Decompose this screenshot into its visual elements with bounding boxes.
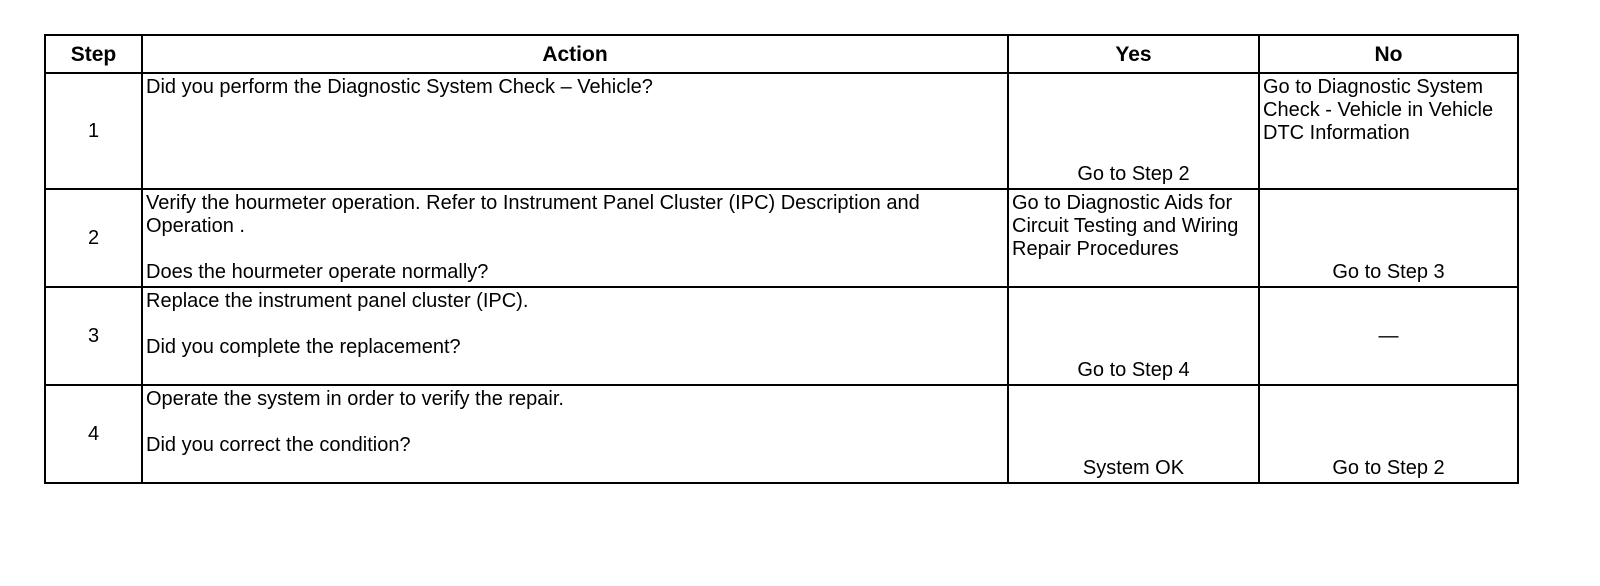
diagnostic-table — [44, 34, 1519, 484]
action-question: Does the hourmeter operate normally? — [146, 261, 489, 283]
step-number: 1 — [45, 73, 142, 189]
yes-cell: System OK — [1008, 385, 1259, 483]
action-text: Verify the hourmeter operation. Refer to Instrument Panel Cluster (IPC) Description and Operation . — [146, 192, 920, 237]
yes-cell: Go to Step 4 — [1008, 287, 1259, 385]
table-row — [45, 385, 1518, 483]
table-header-row — [45, 35, 1518, 73]
step-number: 3 — [45, 287, 142, 385]
no-cell: Go to Diagnostic System Check - Vehicle in Vehicle DTC Information — [1259, 73, 1518, 189]
action-text: Did you perform the Diagnostic System Check – Vehicle? — [146, 76, 653, 98]
action-cell — [142, 287, 1008, 385]
no-cell: — — [1259, 287, 1518, 385]
step-number: 2 — [45, 189, 142, 287]
action-text: Replace the instrument panel cluster (IPC). — [146, 290, 529, 312]
no-cell: Go to Step 3 — [1259, 189, 1518, 287]
action-text: Operate the system in order to verify the repair. — [146, 388, 564, 410]
table-row — [45, 189, 1518, 287]
table-row — [45, 287, 1518, 385]
yes-cell: Go to Diagnostic Aids for Circuit Testing and Wiring Repair Procedures — [1008, 189, 1259, 287]
header-no: No — [1259, 35, 1518, 73]
header-yes: Yes — [1008, 35, 1259, 73]
action-cell — [142, 189, 1008, 287]
action-cell — [142, 385, 1008, 483]
action-cell — [142, 73, 1008, 189]
no-cell: Go to Step 2 — [1259, 385, 1518, 483]
action-question: Did you correct the condition? — [146, 434, 411, 456]
table-row — [45, 73, 1518, 189]
action-question: Did you complete the replacement? — [146, 336, 461, 358]
step-number: 4 — [45, 385, 142, 483]
header-step: Step — [45, 35, 142, 73]
yes-cell: Go to Step 2 — [1008, 73, 1259, 189]
header-action: Action — [142, 35, 1008, 73]
